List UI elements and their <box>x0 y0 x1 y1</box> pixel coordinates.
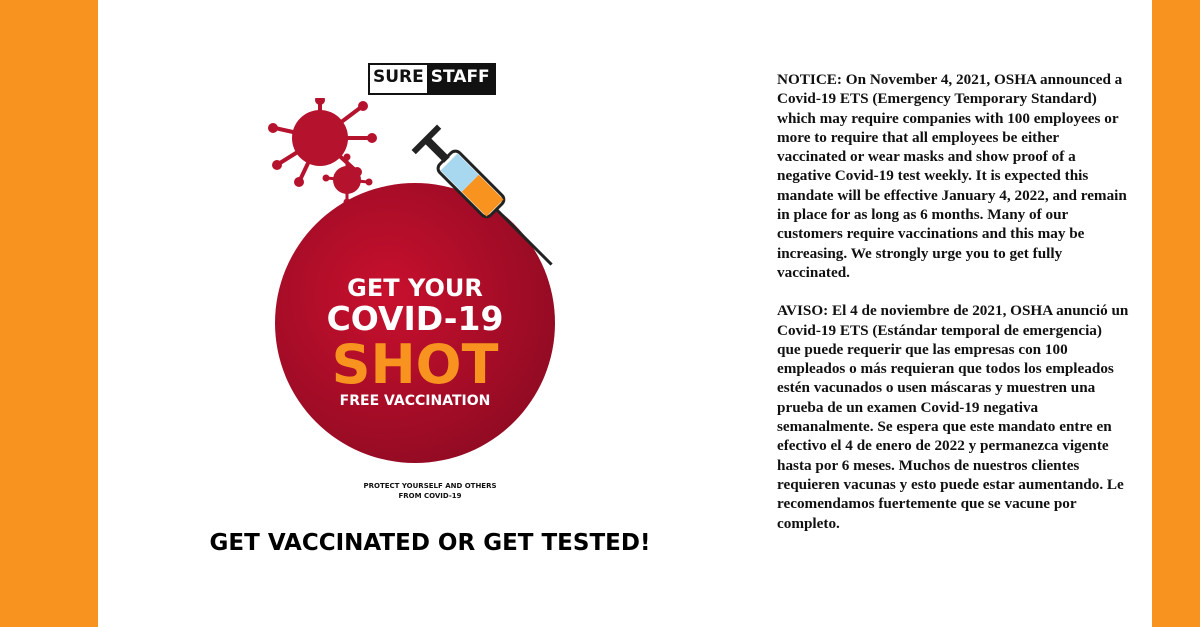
poster-footer-line2: FROM COVID-19 <box>398 492 462 500</box>
poster-line-covid: COVID-19 <box>326 299 504 338</box>
headline-get-vaccinated: GET VACCINATED OR GET TESTED! <box>209 530 651 556</box>
poster-line-shot: SHOT <box>331 333 499 396</box>
notice-spanish: AVISO: El 4 de noviembre de 2021, OSHA anunció un Covid-19 ETS (Estándar temporal de emergencia) que puede requerir que las empresas con 100 empleados o más requieran que todos los empleados estén vacunados o usen máscaras y muestren una prueba de un examen Covid-19 negativa semanalmente. Se espera que este mandato entre en efectivo el 4 de enero de 2022 y permanezca vigente hasta por 6 meses. Muchos de nuestros clientes requieren vacunas y esto puede estar aumentando. Le recomendamos fuertemente que se vacune por completo. <box>777 302 1129 532</box>
left-orange-border <box>0 0 98 627</box>
right-orange-border <box>1152 0 1200 627</box>
poster-line-free-vaccination: FREE VACCINATION <box>339 393 491 409</box>
logo-part-staff: STAFF <box>427 65 494 93</box>
poster-line-get-your: GET YOUR <box>347 274 483 302</box>
notice-block <box>777 70 1129 552</box>
poster-footer-line1: PROTECT YOURSELF AND OTHERS <box>363 482 497 490</box>
logo-part-sure: SURE <box>370 65 427 93</box>
notice-english: NOTICE: On November 4, 2021, OSHA announced a Covid-19 ETS (Emergency Temporary Standard) which may require companies with 100 employees or more to require that all employees be either vaccinated or wear masks and show proof of a negative Covid-19 test weekly. It is expected this mandate will be effective January 4, 2022, and remain in place for as long as 6 months. Many of our customers require vaccinations and this may be increasing. We strongly urge you to get fully vaccinated. <box>777 71 1127 281</box>
covid-shot-illustration <box>255 98 575 508</box>
virus-icon-large <box>268 98 377 187</box>
surestaff-logo <box>368 63 496 95</box>
